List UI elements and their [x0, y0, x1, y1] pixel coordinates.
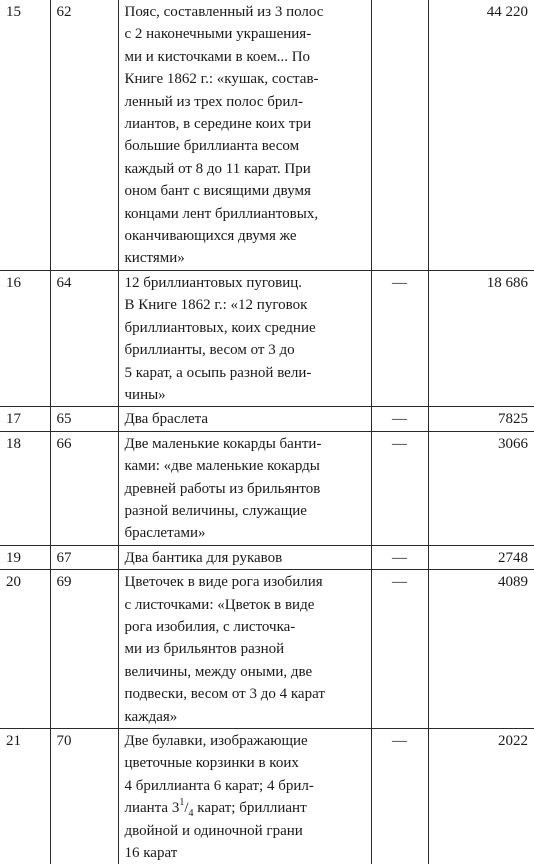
description-line: Два браслета [125, 408, 365, 430]
fraction-after: карат; бриллиант [194, 800, 307, 816]
description-line: древней работы из брильянтов [125, 478, 365, 500]
dash-cell [371, 0, 428, 270]
value-cell: 2022 [428, 729, 534, 864]
row-number: 19 [0, 545, 50, 569]
description-line: концами лент бриллиантовых, [125, 203, 365, 225]
table-row [0, 0, 534, 270]
description-line: разной величины, служащие [125, 500, 365, 522]
description-line: В Книге 1862 г.: «12 пуговок [125, 294, 365, 316]
description-line: каждая» [125, 706, 365, 728]
description-line: 16 карат [125, 842, 365, 864]
value-cell: 2748 [428, 545, 534, 569]
description-line: Две булавки, изображающие [125, 730, 365, 752]
description-line: цветочные корзинки в коих [125, 752, 365, 774]
value-cell: 3066 [428, 431, 534, 545]
inventory-number: 69 [50, 570, 118, 729]
dash-cell: — [371, 431, 428, 545]
value-cell: 18 686 [428, 270, 534, 406]
item-description [118, 270, 371, 406]
table-row [0, 431, 534, 545]
inventory-number: 66 [50, 431, 118, 545]
description-line: ми и кисточками в коем... По [125, 46, 365, 68]
value-cell: 4089 [428, 570, 534, 729]
table-row [0, 270, 534, 406]
description-line: 12 бриллиантовых пуговиц. [125, 272, 365, 294]
description-line: браслетами» [125, 522, 365, 544]
description-line: ленный из трех полос брил- [125, 91, 365, 113]
dash-cell: — [371, 729, 428, 864]
description-line: ками: «две маленькие кокарды [125, 455, 365, 477]
row-number: 16 [0, 270, 50, 406]
value-cell: 7825 [428, 407, 534, 431]
dash-cell: — [371, 545, 428, 569]
description-line: Пояс, составленный из 3 полос [125, 1, 365, 23]
row-number: 21 [0, 729, 50, 864]
value-cell: 44 220 [428, 0, 534, 270]
description-line: Книге 1862 г.: «кушак, состав- [125, 68, 365, 90]
row-number: 15 [0, 0, 50, 270]
description-line: бриллиантовых, коих средние [125, 317, 365, 339]
fraction-numerator: 1 [179, 797, 184, 808]
description-line: каждый от 8 до 11 карат. При [125, 158, 365, 180]
description-line: 4 бриллианта 6 карат; 4 брил- [125, 775, 365, 797]
description-line: ми из брильянтов разной [125, 638, 365, 660]
item-description [118, 431, 371, 545]
description-line: бриллианты, весом от 3 до [125, 339, 365, 361]
description-line: с листочками: «Цветок в виде [125, 594, 365, 616]
item-description [118, 570, 371, 729]
row-number: 18 [0, 431, 50, 545]
inventory-number: 70 [50, 729, 118, 864]
description-line: рога изобилия, с листочка- [125, 616, 365, 638]
description-line: величины, между оными, две [125, 661, 365, 683]
description-line: Две маленькие кокарды банти- [125, 433, 365, 455]
dash-cell: — [371, 570, 428, 729]
item-description [118, 407, 371, 431]
fraction-slash: / [184, 800, 188, 816]
inventory-number: 67 [50, 545, 118, 569]
description-line: кистями» [125, 247, 365, 269]
description-line: 5 карат, а осыпь разной вели- [125, 362, 365, 384]
description-line: большие бриллианта весом [125, 135, 365, 157]
description-line: с 2 наконечными украшения- [125, 23, 365, 45]
description-line: двойной и одиночной грани [125, 820, 365, 842]
fraction-before: лианта 3 [125, 800, 180, 816]
item-description [118, 0, 371, 270]
description-line: чины» [125, 384, 365, 406]
inventory-number: 65 [50, 407, 118, 431]
table-row [0, 570, 534, 729]
description-line-fraction [125, 797, 365, 819]
description-line: оном бант с висящими двумя [125, 180, 365, 202]
item-description [118, 729, 371, 864]
dash-cell: — [371, 407, 428, 431]
description-line: оканчивающихся двумя же [125, 225, 365, 247]
description-line: лиантов, в середине коих три [125, 113, 365, 135]
item-description [118, 545, 371, 569]
table-row [0, 407, 534, 431]
row-number: 17 [0, 407, 50, 431]
table-row [0, 545, 534, 569]
fraction-denominator: 4 [189, 808, 194, 819]
fraction [179, 800, 193, 816]
row-number: 20 [0, 570, 50, 729]
dash-cell: — [371, 270, 428, 406]
inventory-number: 62 [50, 0, 118, 270]
inventory-number: 64 [50, 270, 118, 406]
description-line: Цветочек в виде рога изобилия [125, 571, 365, 593]
table-row [0, 729, 534, 864]
description-line: подвески, весом от 3 до 4 карат [125, 683, 365, 705]
description-line: Два бантика для рукавов [125, 547, 365, 569]
